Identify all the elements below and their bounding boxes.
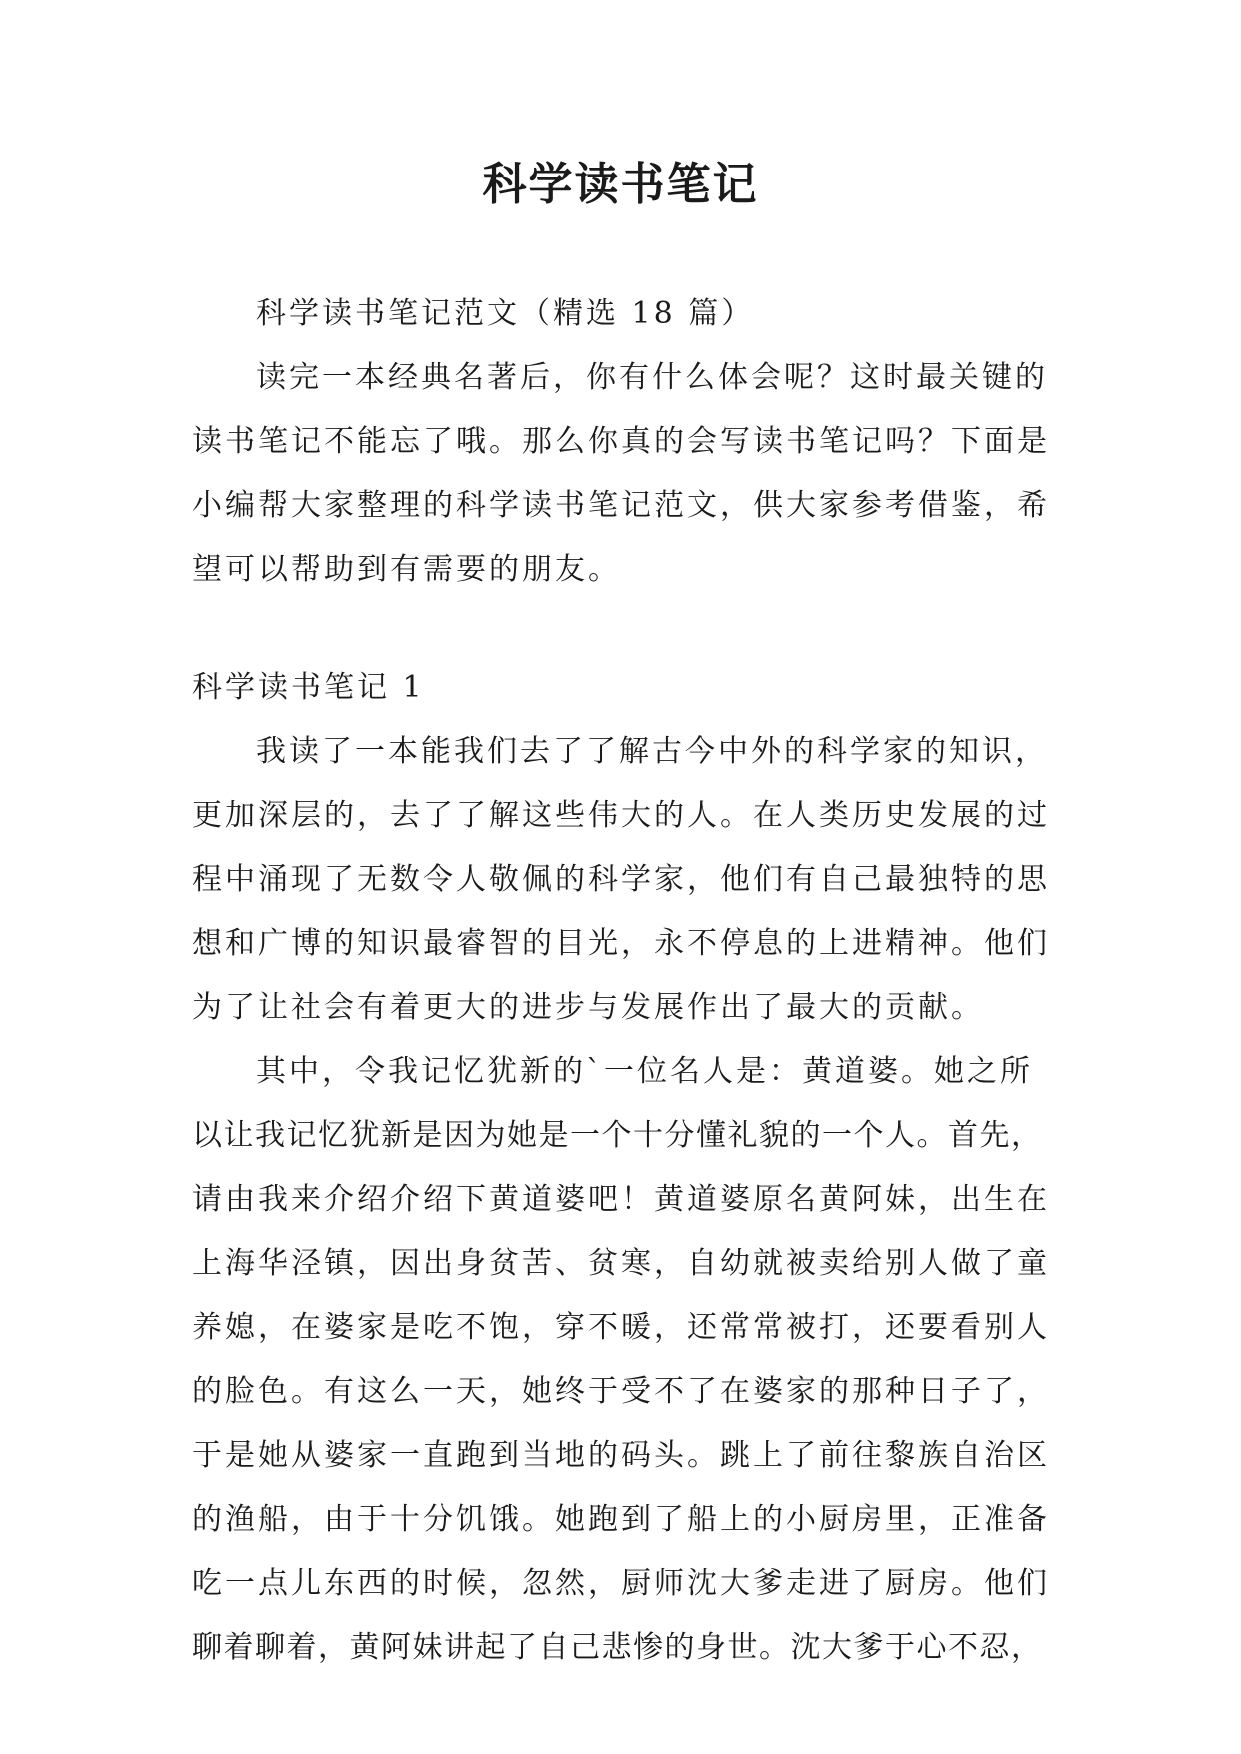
paragraph-line: 更加深层的，去了了解这些伟大的人。在人类历史发展的过 (192, 798, 1050, 833)
paragraph-line: 请由我来介绍介绍下黄道婆吧！黄道婆原名黄阿妹，出生在 (192, 1182, 1050, 1217)
document-body (192, 282, 1052, 1680)
document-title: 科学读书笔记 (482, 159, 759, 210)
paragraph-line: 望可以帮助到有需要的朋友。 (192, 552, 621, 587)
intro-subtitle: 科学读书笔记范文（精选 18 篇） (256, 296, 755, 331)
paragraph-line: 想和广博的知识最睿智的目光，永不停息的上进精神。他们 (192, 926, 1050, 961)
paragraph-line: 吃一点儿东西的时候，忽然，厨师沈大爹走进了厨房。他们 (192, 1566, 1050, 1601)
section-spacer (192, 602, 1052, 656)
paragraph-line: 的脸色。有这么一天，她终于受不了在婆家的那种日子了， (192, 1374, 1050, 1409)
paragraph-line: 我读了一本能我们去了了解古今中外的科学家的知识， (256, 734, 1048, 769)
paragraph-line: 读书笔记不能忘了哦。那么你真的会写读书笔记吗？下面是 (192, 424, 1050, 459)
paragraph-line: 以让我记忆犹新是因为她是一个十分懂礼貌的一个人。首先， (192, 1118, 1043, 1153)
paragraph-line: 的渔船，由于十分饥饿。她跑到了船上的小厨房里，正准备 (192, 1502, 1050, 1537)
section-heading: 科学读书笔记 1 (192, 670, 425, 705)
paragraph-line: 读完一本经典名著后，你有什么体会呢？这时最关键的 (256, 360, 1048, 395)
paragraph-line: 其中，令我记忆犹新的`一位名人是：黄道婆。她之所 (256, 1054, 1033, 1089)
paragraph-line: 养媳，在婆家是吃不饱，穿不暖，还常常被打，还要看别人 (192, 1310, 1050, 1345)
paragraph-line: 于是她从婆家一直跑到当地的码头。跳上了前往黎族自治区 (192, 1438, 1050, 1473)
paragraph-line: 小编帮大家整理的科学读书笔记范文，供大家参考借鉴，希 (192, 488, 1050, 523)
paragraph-line: 聊着聊着，黄阿妹讲起了自己悲惨的身世。沈大爹于心不忍， (192, 1630, 1043, 1665)
paragraph-line: 上海华泾镇，因出身贫苦、贫寒，自幼就被卖给别人做了童 (192, 1246, 1050, 1281)
paragraph-line: 为了让社会有着更大的进步与发展作出了最大的贡献。 (192, 990, 984, 1025)
paragraph-line: 程中涌现了无数令人敬佩的科学家，他们有自己最独特的思 (192, 862, 1050, 897)
